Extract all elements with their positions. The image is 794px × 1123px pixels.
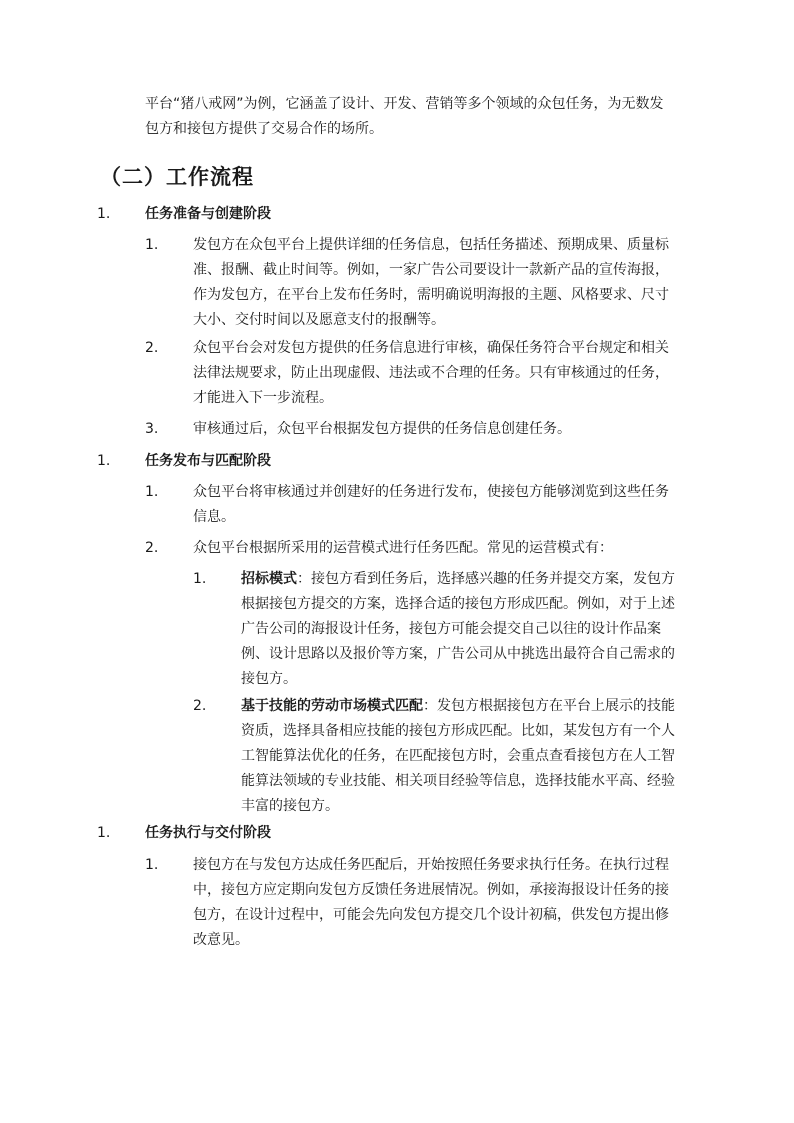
list-number: 1. <box>97 206 111 222</box>
list-item-text: 基于技能的劳动市场模式匹配：发包方根据接包方在平台上展示的技能 资质，选择具备相应技能的接包方形成匹配。比如，某发包方有一个人 工智能算法优化的任务，在匹配接包方时，会重点查看接包方在人工智 能算法领域的专业技能、相关项目经验等信息，选择技能水平高、经验 丰富的接包方。 <box>241 698 675 814</box>
stage-heading <box>97 449 702 474</box>
list-item <box>145 853 702 953</box>
list-number: 1. <box>145 857 159 873</box>
stage-heading <box>97 821 702 846</box>
intro-paragraph <box>145 92 701 142</box>
list-number: 1. <box>193 571 207 587</box>
list-number: 2. <box>145 340 159 356</box>
list-item-text: 众包平台会对发包方提供的任务信息进行审核，确保任务符合平台规定和相关 法律法规要求，防止出现虚假、违法或不合理的任务。只有审核通过的任务， 才能进入下一步流程。 <box>193 340 669 406</box>
list-item-text: 众包平台根据所采用的运营模式进行任务匹配。常见的运营模式有： <box>193 540 613 556</box>
stage-title: 任务发布与匹配阶段 <box>145 453 271 469</box>
mode-name: 基于技能的劳动市场模式匹配 <box>241 698 423 714</box>
sub-list-item <box>193 567 702 692</box>
stage-heading <box>97 202 702 227</box>
list-item <box>145 480 702 530</box>
list-number: 1. <box>145 484 159 500</box>
list-number: 2. <box>193 698 207 714</box>
list-item-text: 发包方在众包平台上提供详细的任务信息，包括任务描述、预期成果、质量标 准、报酬、截止时间等。例如，一家广告公司要设计一款新产品的宣传海报， 作为发包方，在平台上发布任务时，需明确说明海报的主题、风格要求、尺寸 大小、交付时间以及愿意支付的报酬等。 <box>193 237 669 328</box>
intro-line: 包方和接包方提供了交易合作的场所。 <box>145 121 383 137</box>
list-item-text: 接包方在与发包方达成任务匹配后，开始按照任务要求执行任务。在执行过程 中，接包方应定期向发包方反馈任务进展情况。例如，承接海报设计任务的接 包方，在设计过程中，可能会先向发包方提交几个设计初稿，供发包方提出修 改意见。 <box>193 857 669 948</box>
list-item <box>145 417 702 442</box>
list-item-text: 审核通过后，众包平台根据发包方提供的任务信息创建任务。 <box>193 421 571 437</box>
list-item-text: 招标模式：接包方看到任务后，选择感兴趣的任务并提交方案，发包方 根据接包方提交的方案，选择合适的接包方形成匹配。例如，对于上述 广告公司的海报设计任务，接包方可能会提交自己以往的设计作品案 例、设计思路以及报价等方案，广告公司从中挑选出最符合自己需求的 接包方。 <box>241 571 675 687</box>
list-number: 2. <box>145 540 159 556</box>
list-number: 3. <box>145 421 159 437</box>
list-item <box>145 336 702 411</box>
list-number: 1. <box>145 237 159 253</box>
list-item-text: 众包平台将审核通过并创建好的任务进行发布，使接包方能够浏览到这些任务 信息。 <box>193 484 669 525</box>
intro-line: 平台“猪八戒网”为例，它涵盖了设计、开发、营销等多个领域的众包任务，为无数发 <box>145 96 664 112</box>
section-title: （二）工作流程 <box>100 165 254 189</box>
stage-title: 任务执行与交付阶段 <box>145 825 271 841</box>
list-number: 1. <box>97 825 111 841</box>
list-item <box>145 536 702 561</box>
stage-title: 任务准备与创建阶段 <box>145 206 271 222</box>
list-item <box>145 233 702 333</box>
list-number: 1. <box>97 453 111 469</box>
sub-list-item <box>193 694 702 819</box>
mode-name: 招标模式 <box>241 571 297 587</box>
